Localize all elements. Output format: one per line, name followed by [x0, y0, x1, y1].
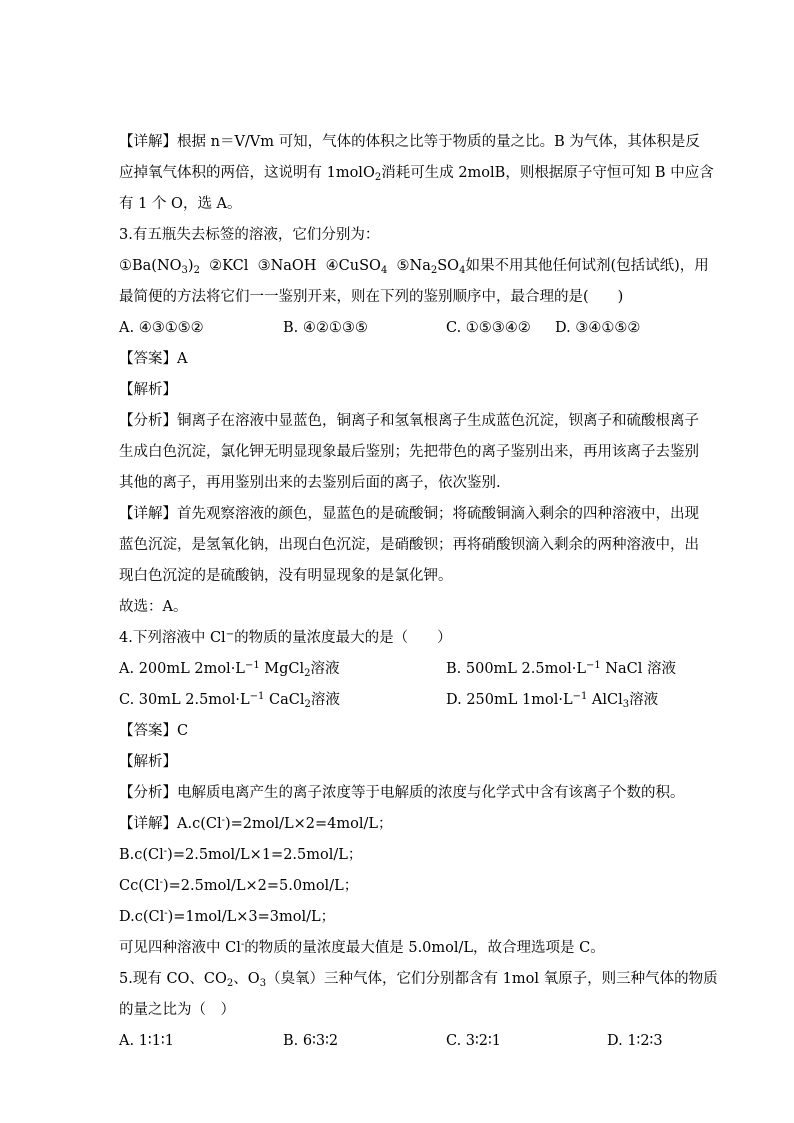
q4-xiangjie-a: 【详解】A.c(Cl-)=2mol/L×2=4mol/L；: [119, 815, 393, 832]
q3-option-d: D. ③④①⑤②: [555, 320, 641, 336]
q5-stem-line-2: 的量之比为（ ）: [119, 1002, 235, 1018]
q3-option-a: A. ④③①⑤②: [119, 320, 204, 336]
q4-analysis-heading: 【解析】: [119, 754, 177, 770]
q4-answer: 【答案】C: [119, 723, 189, 739]
q3-fenxi-line-2: 生成白色沉淀，氯化钾无明显现象最后鉴别；先把带色的离子鉴别出来，再用该离子去鉴别: [119, 444, 699, 460]
q3-stem-line-1: 3.有五瓶失去标签的溶液，它们分别为：: [119, 227, 380, 243]
q5-option-d: D. 1∶2∶3: [607, 1033, 663, 1049]
q5-option-c: C. 3∶2∶1: [446, 1033, 502, 1049]
q4-option-d: D. 250mL $1mol\cdot L^{-1}$ AlCl$_3$溶液: [446, 691, 659, 710]
q4-option-a: A. 200mL $2mol\cdot L^{-1}$ MgCl$_2$溶液: [119, 660, 340, 679]
q5-option-b: B. 6∶3∶2: [283, 1033, 339, 1049]
q4-option-b: B. 500mL $2.5mol\cdot L^{-1}$ NaCl 溶液: [446, 660, 676, 677]
q5-stem-line-1: 5.现有 CO、$CO_2$、$O_3$（臭氧）三种气体，它们分别都含有 1mol 氧原子，则三种气体的物质: [119, 971, 718, 989]
q3-option-c: C. ①⑤③④②: [446, 320, 531, 336]
q2-detail-line-1: 【详解】根据 n＝V/Vm 可知，气体的体积之比等于物质的量之比。B 为气体，其体积是反: [119, 134, 700, 150]
q4-option-c: C. 30mL $2.5mol\cdot L^{-1}$ CaCl$_2$溶液: [119, 691, 340, 710]
q3-analysis-heading: 【解析】: [119, 382, 177, 398]
q5-option-a: A. 1∶1∶1: [119, 1033, 174, 1049]
q3-fenxi-line-1: 【分析】铜离子在溶液中显蓝色，铜离子和氢氧根离子生成蓝色沉淀，钡离子和硫酸根离子: [119, 413, 699, 429]
q3-fenxi-line-3: 其他的离子，再用鉴别出来的去鉴别后面的离子，依次鉴别.: [119, 475, 501, 491]
q4-fenxi: 【分析】电解质电离产生的离子浓度等于电解质的浓度与化学式中含有该离子个数的积。: [119, 785, 685, 801]
q3-choose: 故选：A。: [119, 599, 188, 615]
q3-option-b: B. ④②①③⑤: [283, 320, 368, 336]
q4-xiangjie-d: D.c(Cl-)=1mol/L×3=3mol/L；: [119, 908, 336, 925]
q3-xiangjie-line-3: 现白色沉淀的是硫酸钠，没有明显现象的是氯化钾。: [119, 568, 453, 584]
q3-xiangjie-line-1: 【详解】首先观察溶液的颜色，显蓝色的是硫酸铜；将硫酸铜滴入剩余的四种溶液中，出现: [119, 506, 699, 522]
q2-detail-line-3: 有 1 个 O，选 A。: [119, 196, 242, 212]
q4-xiangjie-c: Cc(Cl-)=2.5mol/L×2=5.0mol/L；: [119, 877, 359, 894]
q4-conclusion: 可见四种溶液中 Cl-的物质的量浓度最大值是 5.0mol/L，故合理选项是 C。: [119, 939, 605, 956]
q3-xiangjie-line-2: 蓝色沉淀，是氢氧化钠，出现白色沉淀，是硝酸钡；再将硝酸钡滴入剩余的两种溶液中，出: [119, 537, 699, 553]
q3-answer: 【答案】A: [119, 351, 188, 367]
q3-stem-line-3: 最简便的方法将它们一一鉴别开来，则在下列的鉴别顺序中，最合理的是( ): [119, 289, 624, 305]
q3-stem-line-2: $①Ba(NO_3)_2$ ②KCl ③NaOH ④CuSO$_4$ $⑤Na_2SO_4$如果不用其他任何试剂(包括试纸)，用: [119, 258, 709, 276]
q4-stem: 4.下列溶液中 Cl−的物质的量浓度最大的是（ ）: [119, 629, 452, 646]
q2-detail-line-2: 应掉氧气体积的两倍，这说明有 1molO$_2$消耗可生成 2molB，则根据原子守恒可知 B 中应含: [119, 165, 714, 183]
q4-xiangjie-b: B.c(Cl-)=2.5mol/L×1=2.5mol/L；: [119, 846, 363, 863]
